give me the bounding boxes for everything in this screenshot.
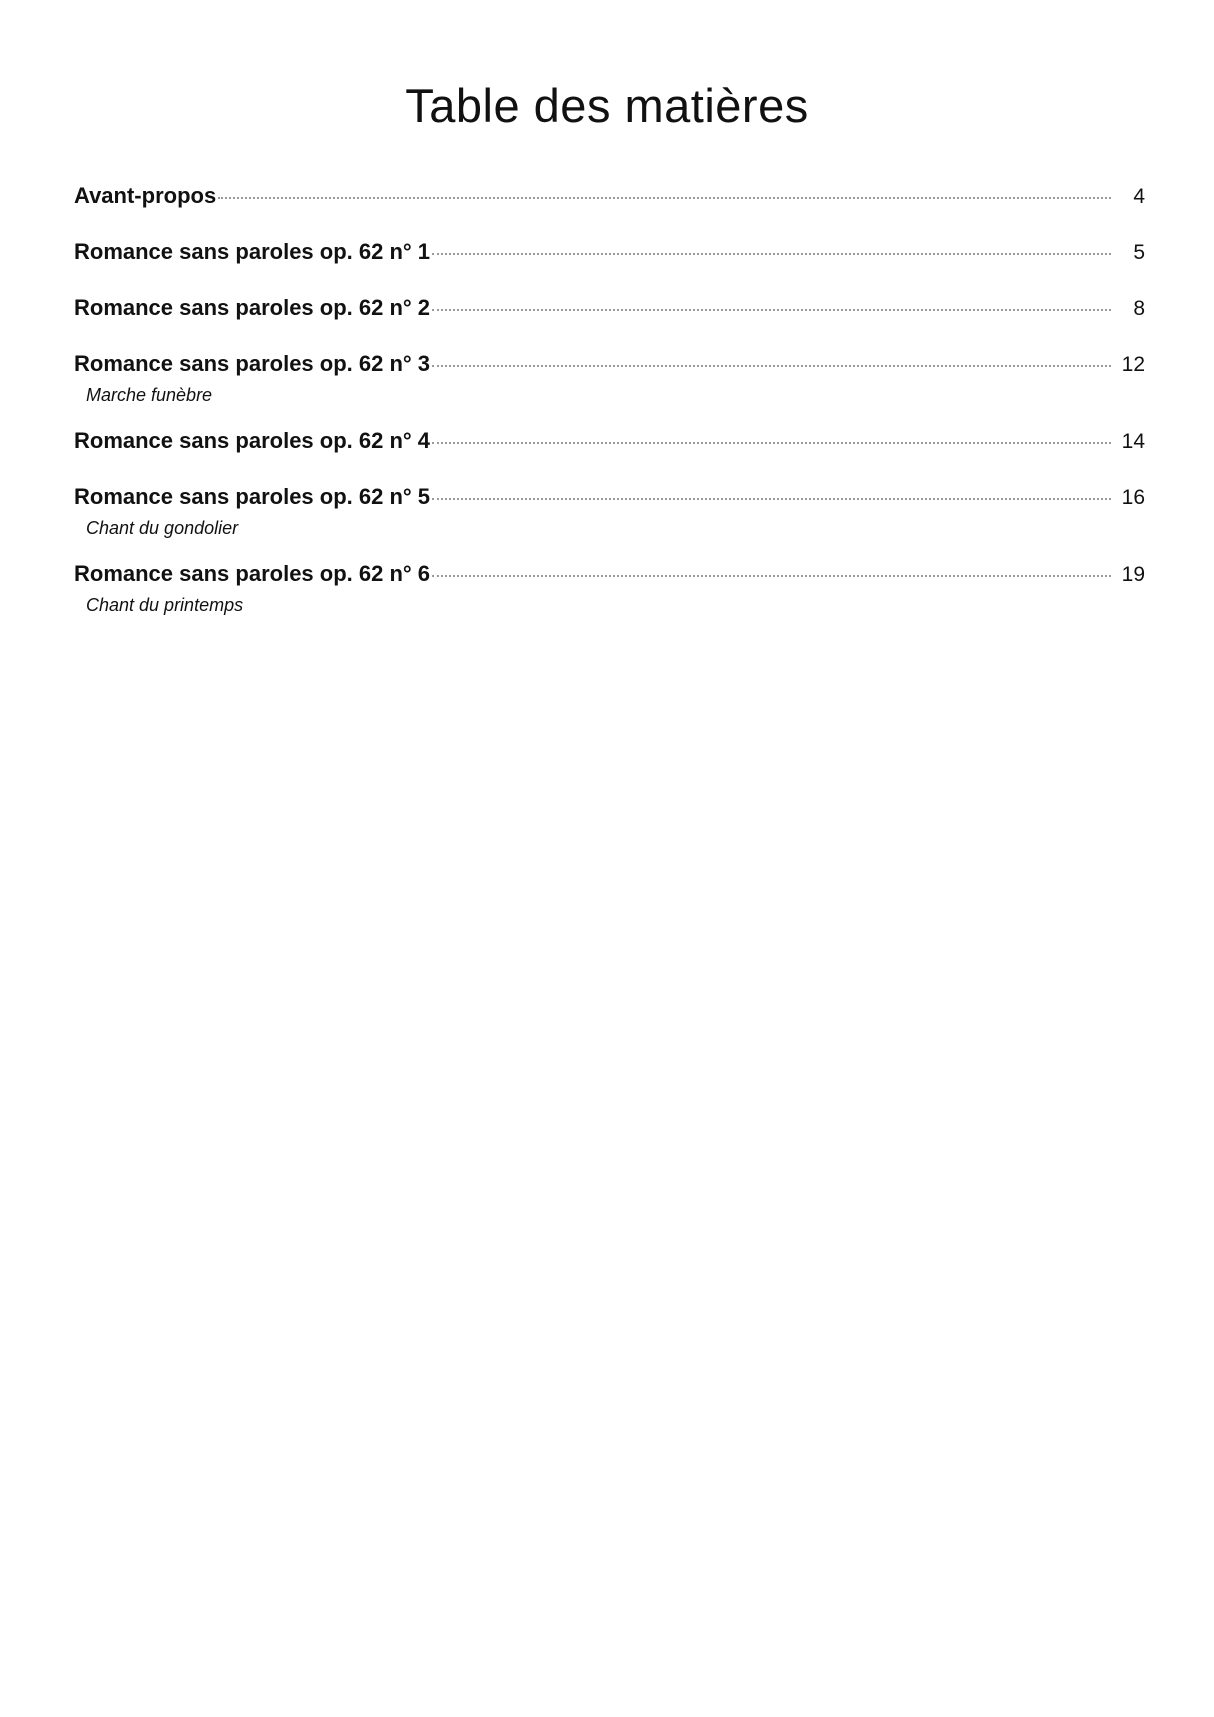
- toc-entry-title: Avant-propos: [74, 183, 217, 208]
- toc-entry[interactable]: [74, 239, 1145, 271]
- dot-leader: [432, 498, 1111, 500]
- toc-entry-title: Romance sans paroles op. 62 n° 3: [74, 351, 431, 376]
- dot-leader: [432, 442, 1111, 444]
- toc-entry-title: Romance sans paroles op. 62 n° 5: [74, 484, 431, 509]
- toc-row: [74, 484, 1145, 516]
- toc-page-number: 4: [1133, 185, 1145, 208]
- toc-row: [74, 295, 1145, 327]
- dot-leader: [432, 309, 1111, 311]
- toc-entry[interactable]: [74, 561, 1145, 616]
- toc-entry[interactable]: [74, 484, 1145, 539]
- toc-entry-title: Romance sans paroles op. 62 n° 2: [74, 295, 431, 320]
- toc-entry-title: Romance sans paroles op. 62 n° 1: [74, 239, 431, 264]
- dot-leader: [432, 575, 1111, 577]
- page-title: Table des matières: [405, 79, 809, 132]
- toc-page-number: 5: [1133, 241, 1145, 264]
- toc-row: [74, 239, 1145, 271]
- toc-row: [74, 351, 1145, 383]
- toc-page-number: 8: [1133, 297, 1145, 320]
- toc-entry-subtitle: Chant du gondolier: [86, 518, 239, 538]
- table-of-contents: [74, 183, 1145, 638]
- dot-leader: [432, 365, 1111, 367]
- toc-page-number: 19: [1121, 563, 1145, 586]
- toc-entry[interactable]: [74, 428, 1145, 460]
- dot-leader: [218, 197, 1111, 199]
- toc-entry-subtitle: Chant du printemps: [86, 595, 244, 615]
- dot-leader: [432, 253, 1111, 255]
- toc-entry[interactable]: [74, 183, 1145, 215]
- toc-entry-title: Romance sans paroles op. 62 n° 4: [74, 428, 431, 453]
- toc-row: [74, 561, 1145, 593]
- toc-row: [74, 428, 1145, 460]
- toc-entry-title: Romance sans paroles op. 62 n° 6: [74, 561, 431, 586]
- toc-entry[interactable]: [74, 351, 1145, 406]
- toc-page-number: 14: [1121, 430, 1145, 453]
- toc-page-number: 16: [1121, 486, 1145, 509]
- toc-entry-subtitle: Marche funèbre: [86, 385, 213, 405]
- toc-row: [74, 183, 1145, 215]
- toc-page-number: 12: [1121, 353, 1145, 376]
- toc-entry[interactable]: [74, 295, 1145, 327]
